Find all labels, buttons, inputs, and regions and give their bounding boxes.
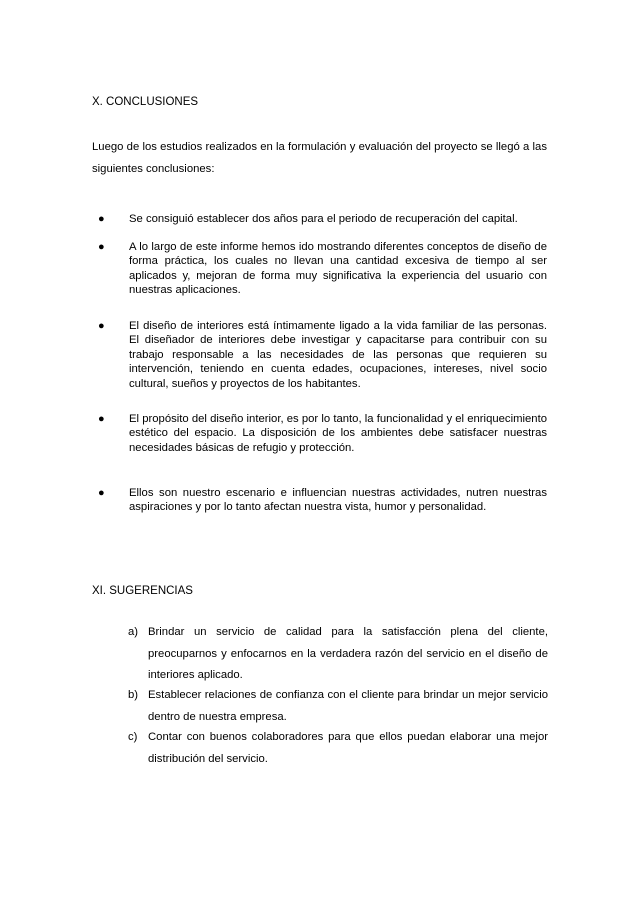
sugerencia-letter: c) [128, 731, 138, 743]
bullet-icon: ● [98, 241, 105, 253]
sugerencia-letter: a) [128, 626, 139, 638]
sugerencia-text: Establecer relaciones de confianza con el cliente para brindar un mejor servicio dentro de nuestra empresa. [148, 689, 548, 723]
bullet-text: Ellos son nuestro escenario e influencian nuestras actividades, nutren nuestras aspiraciones y por lo tanto afectan nuestra vista, humor y personalidad. [129, 487, 547, 514]
bullet-text: Se consiguió establecer dos años para el periodo de recuperación del capital. [129, 213, 518, 225]
bullet-text: El diseño de interiores está íntimamente ligado a la vida familiar de las personas. El diseñador de interiores debe investigar y capacitarse para contribuir con su trabajo responsable a las necesidades de las personas que requieren su intervención, teniendo en cuenta edades, ocupaciones, intereses, nivel socio cultural, sueños y proyectos de los habitantes. [129, 320, 547, 390]
section-heading-conclusiones: X. CONCLUSIONES [92, 96, 199, 108]
sugerencia-letter: b) [128, 689, 139, 701]
bullet-icon: ● [98, 487, 105, 499]
section-heading-sugerencias: XI. SUGERENCIAS [92, 585, 193, 597]
bullet-icon: ● [98, 413, 105, 425]
sugerencia-text: Brindar un servicio de calidad para la satisfacción plena del cliente, preocuparnos y enfocarnos en la verdadera razón del servicio en el diseño de interiores aplicado. [148, 626, 548, 681]
bullet-icon: ● [98, 213, 105, 225]
bullet-text: El propósito del diseño interior, es por lo tanto, la funcionalidad y el enriquecimiento estético del espacio. La disposición de los ambientes debe satisfacer nuestras necesidades básicas de refugio y protección. [129, 413, 547, 454]
sugerencia-text: Contar con buenos colaboradores para que ellos puedan elaborar una mejor distribución del servicio. [148, 731, 548, 765]
conclusiones-intro-paragraph: Luego de los estudios realizados en la formulación y evaluación del proyecto se llegó a las siguientes conclusiones: [92, 141, 547, 175]
bullet-text: A lo largo de este informe hemos ido mostrando diferentes conceptos de diseño de forma práctica, los cuales no llevan una cantidad excesiva de tiempo al ser aplicados y, mejoran de forma muy significativa la experiencia del usuario con nuestras aplicaciones. [129, 241, 547, 297]
bullet-icon: ● [98, 320, 105, 332]
